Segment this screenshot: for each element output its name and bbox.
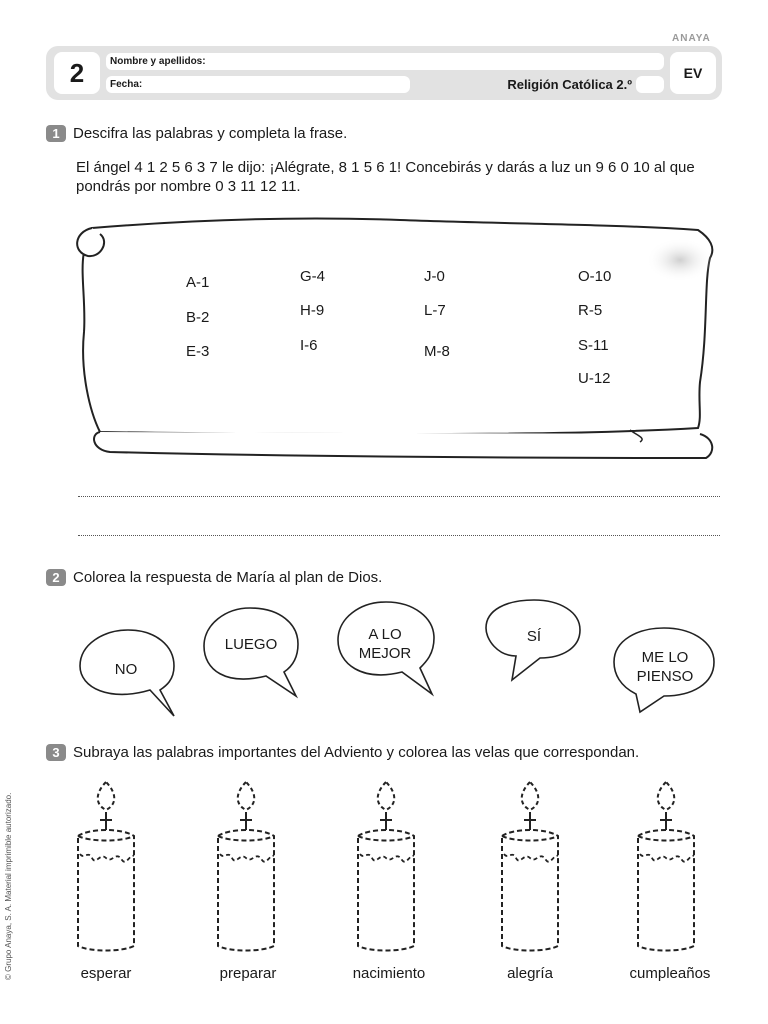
code-item: L-7 <box>424 302 446 319</box>
code-item: A-1 <box>186 274 210 291</box>
bubble-label: ME LO <box>641 649 689 666</box>
bubble-label: PIENSO <box>636 668 694 685</box>
grade-box[interactable] <box>636 76 664 93</box>
bubble-label: LUEGO <box>224 636 278 653</box>
exercise-number: 2 <box>46 569 66 586</box>
bubble-me-lo-pienso[interactable] <box>618 648 712 686</box>
answer-line[interactable] <box>78 535 720 536</box>
exercise-2-heading <box>46 569 382 586</box>
candle-icon <box>78 782 134 951</box>
exercise-instruction: Descifra las palabras y completa la frase. <box>73 125 348 142</box>
candle-label[interactable]: preparar <box>219 965 277 982</box>
exercise-3-heading <box>46 744 639 761</box>
bubble-si[interactable] <box>494 627 574 646</box>
code-item: B-2 <box>186 309 210 326</box>
candle-label[interactable]: nacimiento <box>352 965 426 982</box>
code-item: I-6 <box>300 337 318 354</box>
bubble-no[interactable] <box>86 660 166 679</box>
candle-icon <box>218 782 274 951</box>
code-item: M-8 <box>424 343 450 360</box>
cipher-sentence: El ángel 4 1 2 5 6 3 7 le dijo: ¡Alégrate, 8 1 5 6 1! Concebirás y darás a luz un 9 6 0 10 al que pondrás por nombre 0 3 11 12 11. <box>76 159 695 195</box>
code-box: EV <box>670 52 716 94</box>
bubble-label: MEJOR <box>358 645 412 662</box>
code-item: J-0 <box>424 268 445 285</box>
unit-number: 2 <box>54 52 100 94</box>
scroll-illustration <box>70 212 730 464</box>
bubble-a-lo-mejor[interactable] <box>340 625 430 663</box>
copyright-note: © Grupo Anaya, S. A. Material imprimible autorizado. <box>4 792 13 980</box>
name-field[interactable]: Nombre y apellidos: <box>106 53 664 70</box>
candle-label[interactable]: alegría <box>507 965 553 982</box>
exercise-instruction: Colorea la respuesta de María al plan de Dios. <box>73 569 383 586</box>
candle-icon <box>502 782 558 951</box>
candle-label[interactable]: cumpleaños <box>629 965 711 982</box>
bubble-label: SÍ <box>526 628 542 645</box>
exercise-number: 1 <box>46 125 66 142</box>
code-item: E-3 <box>186 343 210 360</box>
date-field[interactable]: Fecha: <box>106 76 410 93</box>
code-item: O-10 <box>578 268 612 285</box>
bubble-luego[interactable] <box>206 635 296 654</box>
code-item: R-5 <box>578 302 603 319</box>
code-item: G-4 <box>300 268 326 285</box>
answer-line[interactable] <box>78 496 720 497</box>
code-item: U-12 <box>578 370 611 387</box>
candle-label[interactable]: esperar <box>80 965 132 982</box>
exercise-1-heading <box>46 125 347 142</box>
candle-icon <box>638 782 694 951</box>
candle-icon <box>358 782 414 951</box>
candles-illustration <box>0 770 768 960</box>
code-item: H-9 <box>300 302 325 319</box>
bubble-label: A LO <box>368 626 402 643</box>
bubble-label: NO <box>114 661 138 678</box>
brand-logo: ANAYA <box>672 33 711 44</box>
exercise-number: 3 <box>46 744 66 761</box>
subject-label: Religión Católica 2.º <box>507 77 632 92</box>
code-item: S-11 <box>578 337 609 354</box>
exercise-instruction: Subraya las palabras importantes del Adviento y colorea las velas que correspondan. <box>73 744 640 761</box>
